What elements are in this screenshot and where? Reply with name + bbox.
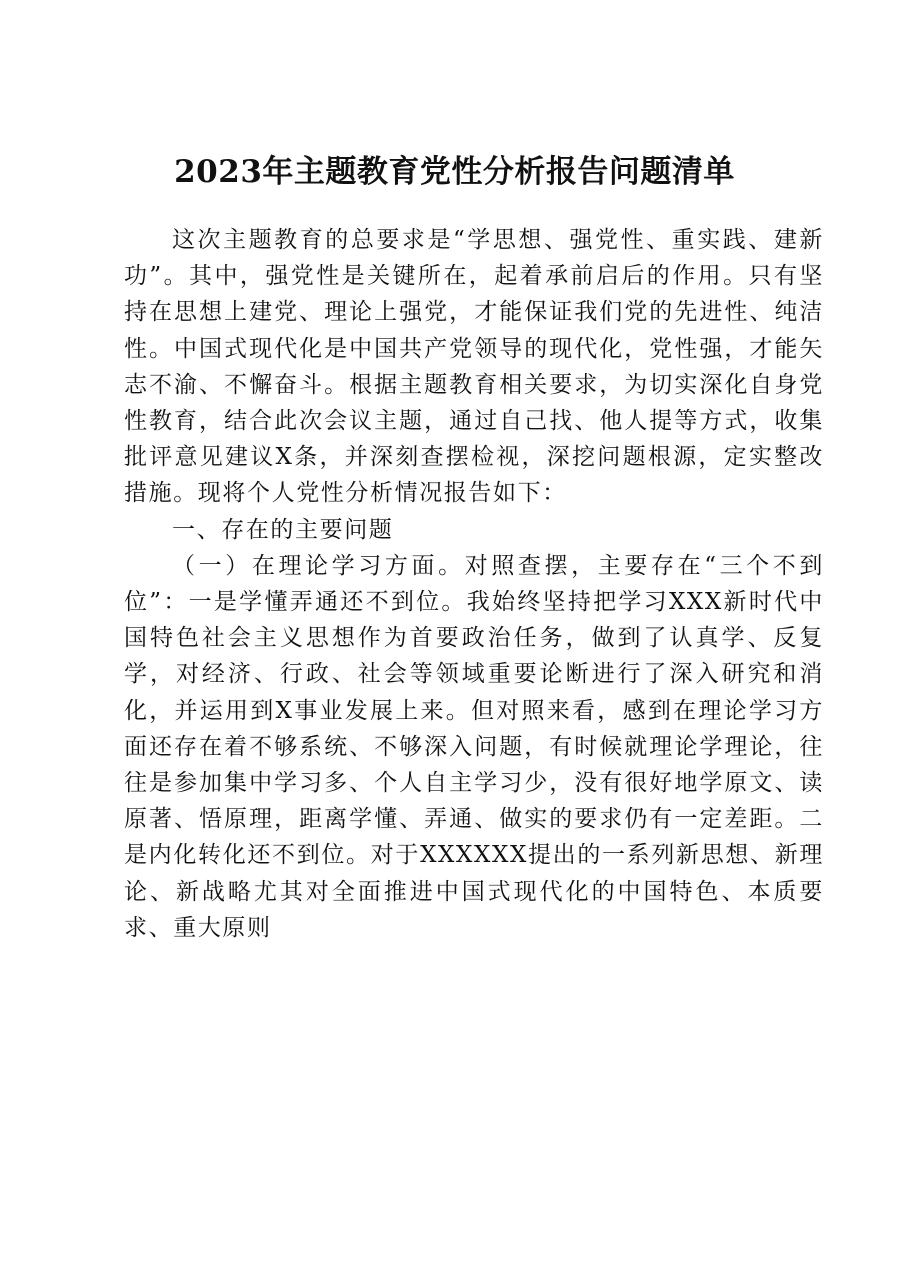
document-title: 2023年主题教育党性分析报告问题清单 — [174, 154, 735, 190]
document-body — [124, 222, 824, 946]
intro-paragraph: 这次主题教育的总要求是“学思想、强党性、重实践、建新功”。其中，强党性是关键所在，起着承前启后的作用。只有坚持在思想上建党、理论上强党，才能保证我们党的先进性、纯洁性。中国式现代化是中国共产党领导的现代化，党性强，才能矢志不渝、不懈奋斗。根据主题教育相关要求，为切实深化自身党性教育，结合此次会议主题，通过自己找、他人提等方式，收集批评意见建议X条，并深刻查摆检视，深挖问题根源，定实整改措施。现将个人党性分析情况报告如下： — [124, 227, 824, 507]
theory-study-paragraph: （一）在理论学习方面。对照查摆，主要存在“三个不到位”：一是学懂弄通还不到位。我始终坚持把学习XXX新时代中国特色社会主义思想作为首要政治任务，做到了认真学、反复学，对经济、行政、社会等领域重要论断进行了深入研究和消化，并运用到X事业发展上来。但对照来看，感到在理论学习方面还存在着不够系统、不够深入问题，有时候就理论学理论，往往是参加集中学习多、个人自主学习少，没有很好地学原文、读原著、悟原理，距离学懂、弄通、做实的要求仍有一定差距。二是内化转化还不到位。对于XXXXXX提出的一系列新思想、新理论、新战略尤其对全面推进中国式现代化的中国特色、本质要求、重大原则 — [124, 552, 824, 941]
section-heading: 一、存在的主要问题 — [172, 516, 394, 543]
